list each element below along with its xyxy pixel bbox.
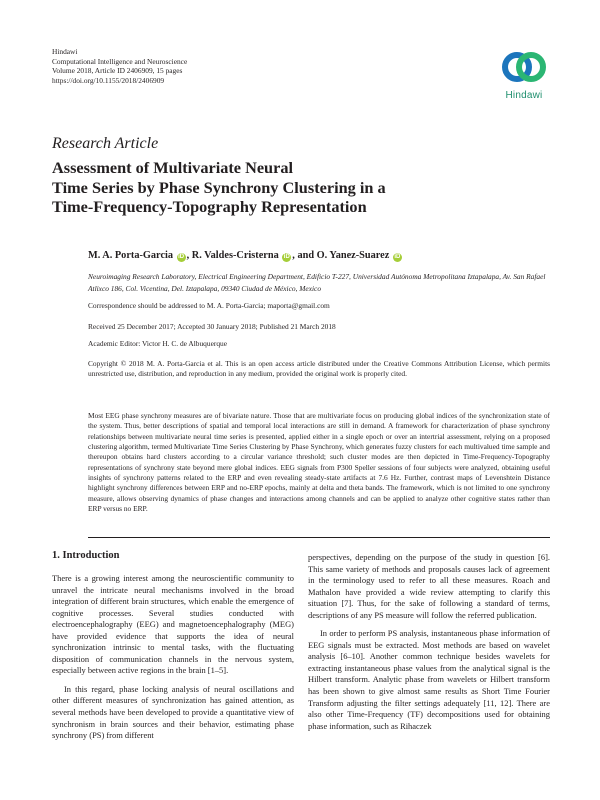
- paragraph: In this regard, phase locking analysis of neural oscillations and other different measures of synchronization has gained attention, as several methods have been developed to provide a quantitative view of synchronism in brain sources and their behavior, estimating phase synchrony (PS) from different: [52, 683, 294, 741]
- paragraph: perspectives, depending on the purpose of the study in question [6]. This same variety of methods and proposals causes lack of agreement in the terminology used to refer to all these measures. Roach and Mathalon have provided a wide review attempting to clarify this situation [7]. Thus, for the sake of following a standard of terms, descriptions of any PS measure will follow the referred publication.: [308, 552, 550, 620]
- orcid-icon[interactable]: iD: [178, 254, 185, 260]
- author-separator: ,: [186, 250, 192, 261]
- left-column: [52, 573, 294, 742]
- article-type: Research Article: [52, 135, 159, 152]
- affiliation: Neuroimaging Research Laboratory, Electrical Engineering Department, Edificio T-227, Universidad Autónoma Metropolitana Iztapalapa, Av. San Rafael Atlixco 186, Col. Vicentina, Del. Iztapalapa, 09340 Ciudad de México, Mexico: [88, 272, 546, 293]
- volume-info: Volume 2018, Article ID 2406909, 15 pages: [52, 66, 183, 76]
- orcid-icon[interactable]: iD: [283, 254, 290, 260]
- publisher-name: Hindawi: [52, 47, 78, 56]
- orcid-icon[interactable]: iD: [394, 254, 401, 260]
- journal-name: Computational Intelligence and Neuroscience: [52, 56, 188, 66]
- logo-text: Hindawi: [505, 90, 543, 101]
- article-dates: Received 25 December 2017; Accepted 30 January 2018; Published 21 March 2018: [88, 322, 336, 331]
- paragraph: There is a growing interest among the neuroscientific community to unravel the intricate neural mechanisms involved in the broad integration of different brain structures, which enable the emergence of cognitive processes. Several studies conducted with electroencephalography (EEG) and magnetoencephalography (MEG) have provided evidence that supports the idea of neural synchronization intrinsic to mental tasks, with the fluctuating disposition of communication channels in the nervous system, especially between active regions in the brain [1–5].: [52, 573, 294, 676]
- title-line: Time Series by Phase Synchrony Clustering in a: [52, 177, 386, 197]
- author-name: M. A. Porta-Garcia: [88, 250, 174, 261]
- doi-link[interactable]: https://doi.org/10.1155/2018/2406909: [52, 75, 165, 85]
- right-column: [308, 552, 550, 732]
- hindawi-logo-icon: [500, 47, 548, 87]
- author-name: O. Yanez-Suarez: [316, 250, 390, 261]
- divider: [88, 537, 550, 538]
- hindawi-logo: [494, 47, 554, 105]
- paragraph: In order to perform PS analysis, instantaneous phase information of EEG signals must be extracted. Most methods are based on wavelet analysis [6–10]. Another common technique besides wavelets for extracting instantaneous phase values from the analytical signal is the Hilbert transform. Analytic phase from wavelets or Hilbert transform has been shown to give almost same results as Short Time Fourier Transform adjusting the filter settings adequately [11, 12]. There are also other Time-Frequency (TF) decompositions used for obtaining phase information, such as Rihaczek: [308, 628, 550, 731]
- author-name: R. Valdes-Cristerna: [191, 250, 279, 261]
- journal-info: [52, 47, 187, 85]
- author-separator: , and: [292, 250, 317, 261]
- academic-editor: Academic Editor: Victor H. C. de Albuquerque: [88, 339, 227, 348]
- abstract: Most EEG phase synchrony measures are of bivariate nature. Those that are multivariate focus on producing global indices of the synchronization state of the system. Thus, better descriptions of spatial and temporal local interactions are still in demand. A framework for characterization of phase synchrony relationships between multivariate neural time series is presented, applied either in a single epoch or over an intertrial assessment, relying on a proposed clustering algorithm, termed Multivariate Time Series Clustering by Phase Synchrony, which generates fuzzy clusters for each multivalued time sample and thereupon obtains hard clusters according to a circular variance threshold; such cluster modes are then depicted in Time-Frequency-Topography representations of synchrony state beyond mere global indices. EEG signals from P300 Speller sessions of four subjects were analyzed, obtaining useful insights of synchrony patterns related to the ERP and even revealing steady-state artifacts at 7.6 Hz. Further, contrast maps of Levenshtein Distance highlight synchrony differences between ERP and no-ERP epochs, mainly at delta and theta bands. The framework, which is not limited to one synchrony measure, allows observing dynamics of phase changes and interactions among channels and can be applied to analyze other cognitive states rather than ERP versus no ERP.: [88, 411, 550, 514]
- article-title: [52, 158, 522, 217]
- correspondence: Correspondence should be addressed to M. A. Porta-Garcia; maporta@gmail.com: [88, 301, 330, 310]
- title-line: Assessment of Multivariate Neural: [52, 158, 294, 177]
- copyright-notice: Copyright © 2018 M. A. Porta-Garcia et al. This is an open access article distributed under the Creative Commons Attribution License, which permits unrestricted use, distribution, and reproduction in any medium, provided the original work is properly cited.: [88, 359, 550, 378]
- section-heading: 1. Introduction: [52, 550, 120, 561]
- title-line: Time-Frequency-Topography Representation: [52, 197, 367, 216]
- author-list: [88, 250, 403, 262]
